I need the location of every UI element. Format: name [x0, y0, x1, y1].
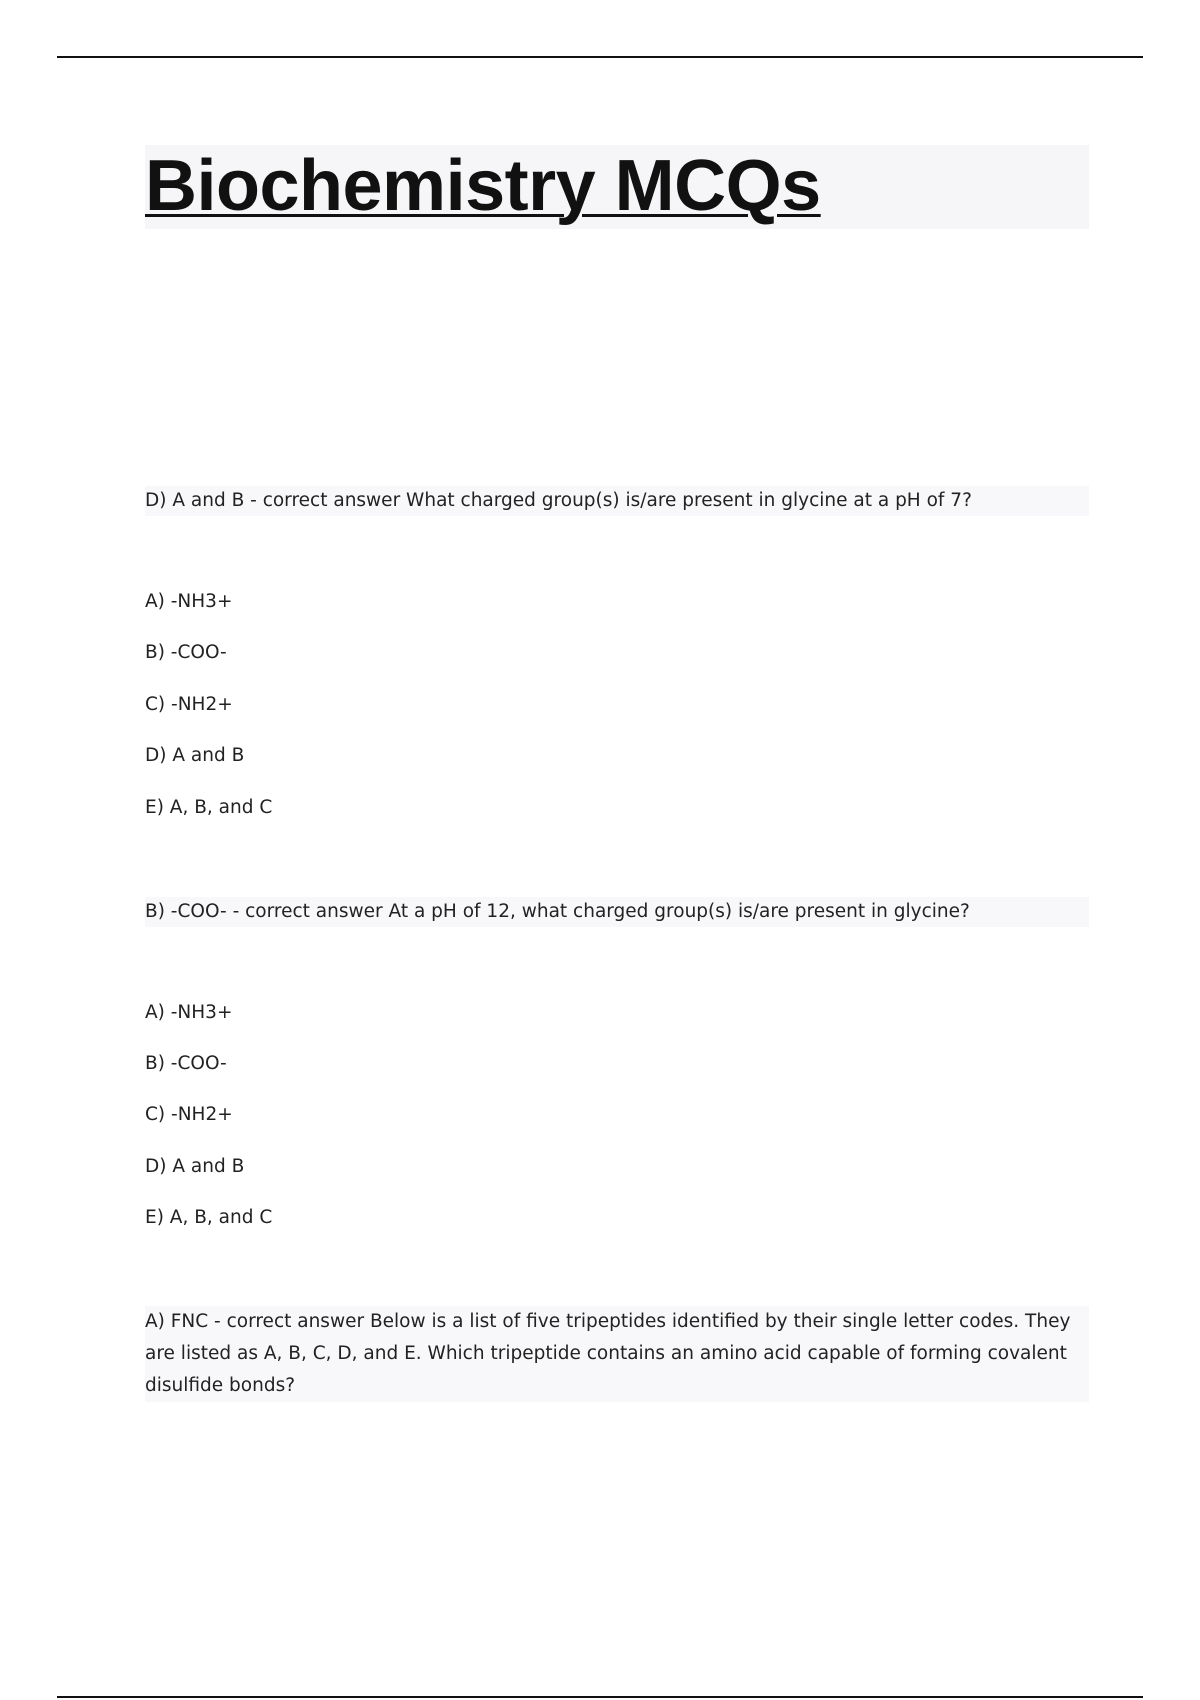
question-2-option-a: A) -NH3+	[145, 1002, 233, 1023]
question-2-option-e: E) A, B, and C	[145, 1207, 273, 1228]
question-1-option-a: A) -NH3+	[145, 591, 233, 612]
question-2-text: B) -COO- - correct answer At a pH of 12, what charged group(s) is/are present in glycine?	[145, 901, 970, 922]
bottom-rule	[57, 1696, 1143, 1698]
question-1-text: D) A and B - correct answer What charged group(s) is/are present in glycine at a pH of 7?	[145, 490, 972, 511]
top-rule	[57, 56, 1143, 58]
question-2-option-d: D) A and B	[145, 1156, 245, 1177]
question-2-option-c: C) -NH2+	[145, 1104, 233, 1125]
question-1-option-d: D) A and B	[145, 745, 245, 766]
question-1-option-e: E) A, B, and C	[145, 797, 273, 818]
question-1-option-c: C) -NH2+	[145, 694, 233, 715]
question-3-text: A) FNC - correct answer Below is a list of five tripeptides identified by their single letter codes. They are listed as A, B, C, D, and E. Which tripeptide contains an amino acid capable of forming covalent disulfide bonds?	[145, 1311, 1071, 1396]
question-2-option-b: B) -COO-	[145, 1053, 227, 1074]
question-1-option-b: B) -COO-	[145, 642, 227, 663]
page-title: Biochemistry MCQs	[145, 146, 821, 226]
